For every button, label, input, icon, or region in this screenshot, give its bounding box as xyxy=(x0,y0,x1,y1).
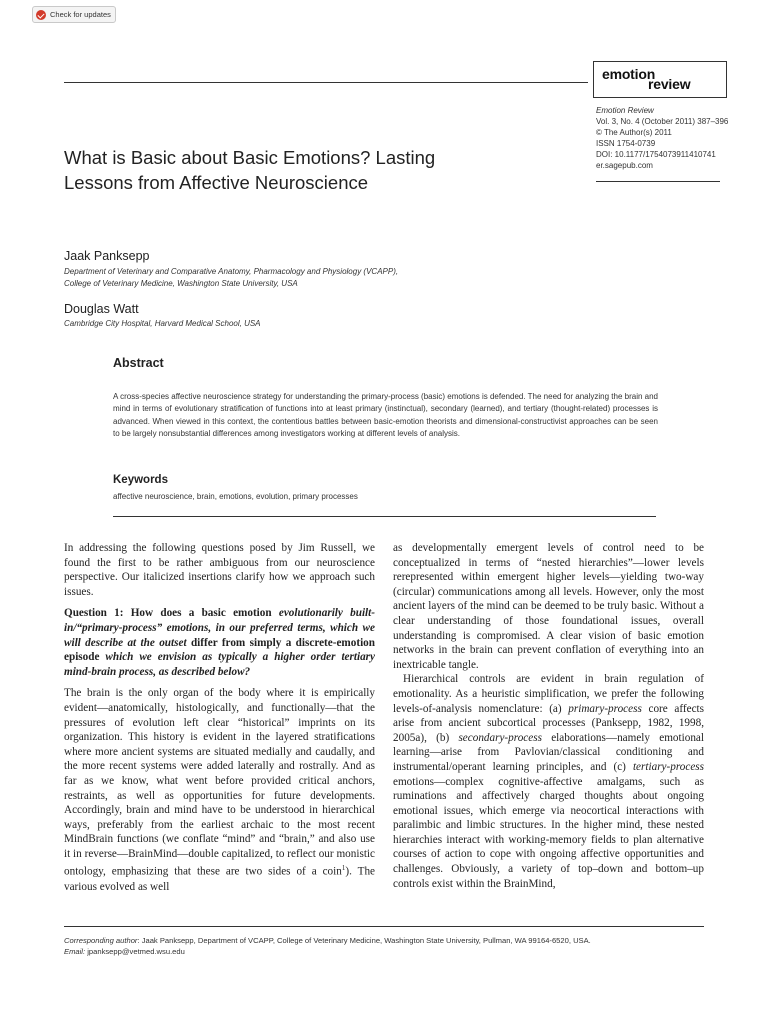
journal-logo xyxy=(593,61,727,98)
abstract-text: A cross-species affective neuroscience strategy for understanding the primary-process (basic) emotions is defended. The need for analyzing the brain and mind in terms of evolutionary stratification of functions into at least primary (instinctual), secondary (learned), and tertiary (thought-related) processes is advanced. When viewed in this context, the contentious battles between basic-emotion theorists and dimensional-constructivist approaches can be seen to be largely nonsubstantial differences among investigators working at different levels of analysis. xyxy=(113,392,658,438)
check-for-updates-button[interactable] xyxy=(32,6,116,23)
check-for-updates-label: Check for updates xyxy=(50,10,111,19)
header-rule xyxy=(64,82,588,83)
meta-rule xyxy=(596,181,720,182)
paragraph-text: elaborations—namely emotional learning—arise from Pavlovian/classical conditioning and instrumental/operant learning principles, and (c) xyxy=(393,731,704,773)
corresponding-author-line xyxy=(64,935,704,946)
logo-word-review: review xyxy=(648,76,691,92)
check-badge-icon xyxy=(36,10,46,20)
author-affiliation xyxy=(64,266,398,290)
author-affiliation xyxy=(64,318,261,330)
journal-url[interactable]: er.sagepub.com xyxy=(596,161,653,170)
corresponding-author-text: : Jaak Panksepp, Department of VCAPP, College of Veterinary Medicine, Washington State University, Pullman, WA 99164-6520, USA. xyxy=(137,936,591,945)
journal-meta xyxy=(596,105,746,171)
paragraph xyxy=(393,672,704,891)
article-title xyxy=(64,145,564,195)
email-label: Email: xyxy=(64,947,86,956)
question-insertion: which we envision as typically a higher order tertiary mind-brain process, as described below? xyxy=(64,651,376,678)
term-italic: primary-process xyxy=(568,702,642,715)
journal-copyright: © The Author(s) 2011 xyxy=(596,128,672,137)
affiliation-line: Department of Veterinary and Comparative Anatomy, Pharmacology and Physiology (VCAPP), xyxy=(64,267,399,276)
journal-volume: Vol. 3, No. 4 (October 2011) 387–396 xyxy=(596,117,729,126)
abstract-heading: Abstract xyxy=(113,356,164,370)
question-text: differ from simply a discrete-emotion episode xyxy=(64,636,375,664)
term-italic: tertiary-process xyxy=(632,760,704,773)
paragraph-text: ). The various evolved as well xyxy=(64,866,375,893)
keywords-text: affective neuroscience, brain, emotions, evolution, primary processes xyxy=(113,492,358,501)
title-line-1: What is Basic about Basic Emotions? Lasting xyxy=(64,147,436,168)
logo-word-emotion: emotion xyxy=(602,66,656,82)
title-line-2: Lessons from Affective Neuroscience xyxy=(64,172,369,193)
paragraph xyxy=(64,686,375,894)
body-left-column xyxy=(64,541,375,894)
paragraph-text: Hierarchical controls are evident in brain regulation of emotionality. As a heuristic simplification, we prefer the following levels-of-analysis nomenclature: (a) xyxy=(393,673,704,715)
paragraph-text: core affects arise from ancient subcortical processes (Panksepp, 1982, 1998, 2005a), (b) xyxy=(393,702,704,744)
email-link[interactable]: jpanksepp@vetmed.wsu.edu xyxy=(85,947,185,956)
footnote-rule xyxy=(64,926,704,927)
body-right-column xyxy=(393,541,704,891)
corresponding-author-label: Corresponding author xyxy=(64,936,138,945)
author-name: Jaak Panksepp xyxy=(64,249,150,263)
term-italic: secondary-process xyxy=(458,731,542,744)
journal-doi[interactable]: DOI: 10.1177/1754073911410741 xyxy=(596,150,716,159)
paragraph: as developmentally emergent levels of control need to be conceptualized in terms of “nested hierarchies”—lower levels rerepresented within emergent higher levels—yielding two-way (circular) communications among all levels. However, only the most ancient layers of the mind can be deemed to be truly basic. Without a clear understanding of those foundational issues, overall understanding is compromised. A clear vision of basic emotion networks in the brain can prevent conflation of everything into an inextricable tangle. xyxy=(393,542,704,671)
journal-issn: ISSN 1754-0739 xyxy=(596,139,656,148)
paragraph-text: The brain is the only organ of the body where it is empirically evident—anatomically, histologically, and functionally—that the pressures of evolution left clear “historical” imprints on its organization. This history is evident in the layered stratifications where more ancient systems are situated medially and caudally, and the more recent systems were added laterally and rostrally. And as far as we know, what went before provided critical anchors, restraints, as well as opportunities for future developments. Accordingly, brain and mind have to be understood in hierarchical ways, preferably from the earliest archaic to the most recent MindBrain functions (we conflate “mind” and “brain,” and also use it in reverse—BrainMind—double capitalized, to reflect our monistic ontology, emphasizing that these are two sides of a coin xyxy=(64,687,375,879)
question-insertion: evolutionarily built-in/“primary-process” emotions, in our preferred terms, which we will describe at the outset xyxy=(64,607,375,649)
affiliation-line: College of Veterinary Medicine, Washington State University, USA xyxy=(64,279,298,288)
author-name: Douglas Watt xyxy=(64,302,139,316)
keywords-heading: Keywords xyxy=(113,474,168,486)
question-text: Question 1: How does a basic emotion xyxy=(64,607,279,620)
footnote-marker[interactable]: 1 xyxy=(341,864,346,873)
corresponding-author-footnote xyxy=(64,935,704,957)
journal-name: Emotion Review xyxy=(596,106,654,115)
paragraph-text: emotions—complex cognitive-affective amalgams, such as ruminations and affectively charged thoughts about ongoing emotional issues, which emerge via neocortical interactions with paralimbic and limbic structures. In the higher mind, these nested hierarchies interact with working-memory fields to plan alternative courses of action to cope with ongoing affective opportunities and challenges. Obviously, a variety of top–down and bottom–up controls exist within the BrainMind, xyxy=(393,775,704,890)
affiliation-line: Cambridge City Hospital, Harvard Medical School, USA xyxy=(64,319,261,328)
paragraph: In addressing the following questions posed by Jim Russell, we found the first to be rather ambiguous from our neuroscience perspective. Our italicized insertions clarify how we approach such issues. xyxy=(64,542,375,598)
keywords-rule xyxy=(113,516,656,517)
question-paragraph xyxy=(64,606,375,679)
email-line xyxy=(64,946,704,957)
